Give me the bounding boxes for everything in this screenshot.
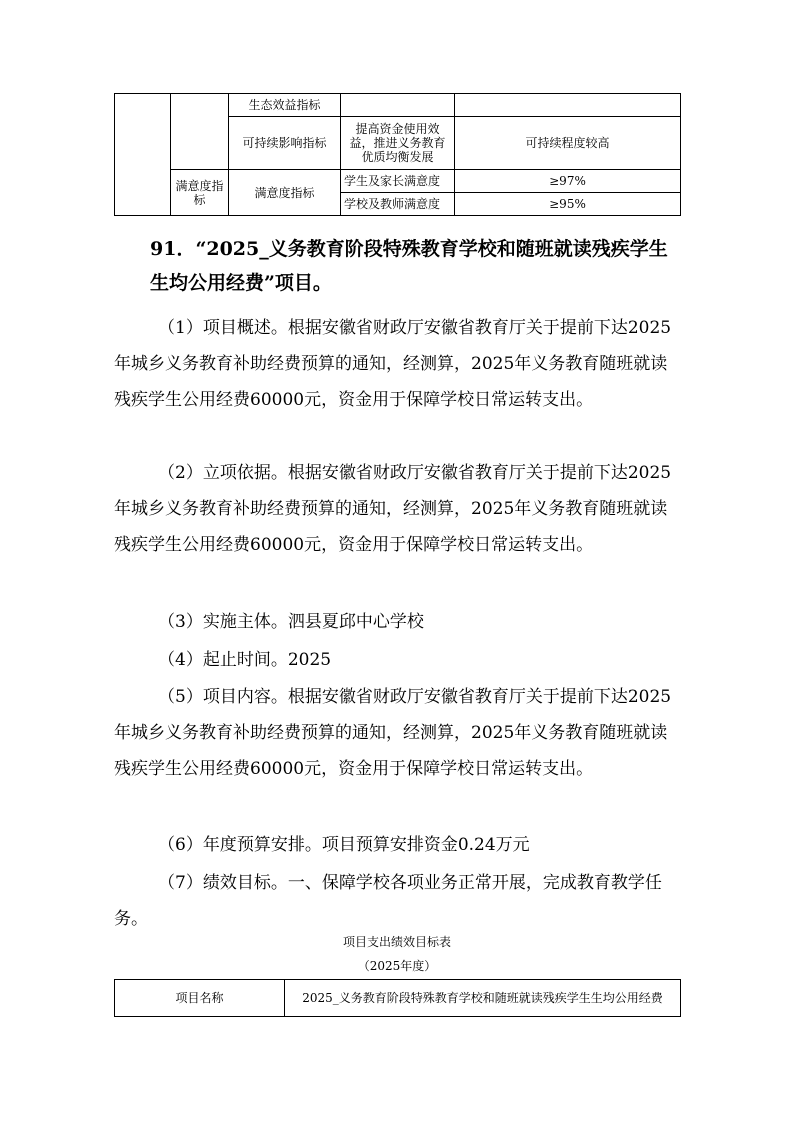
paragraph — [114, 865, 680, 937]
project-goal-table — [114, 979, 681, 1017]
table-cell: 生态效益指标 — [229, 94, 341, 117]
table-cell: 可持续影响指标 — [229, 117, 341, 170]
table-cell-empty — [115, 94, 171, 216]
paragraph-text: （1）项目概述。根据安徽省财政厅安徽省教育厅关于提前下达2025年城乡义务教育补助经费预算的通知，经测算，2025年义务教育随班就读残疾学生公用经费60000元，资金用于保障学校日常运转支出。 — [114, 318, 672, 410]
table-cell: 学生及家长满意度 — [341, 170, 455, 193]
paragraph — [114, 455, 680, 563]
table-cell: ≥95% — [455, 193, 681, 216]
paragraph-text: （3）实施主体。泗县夏邱中心学校 — [158, 612, 424, 632]
table-cell: 提高资金使用效益，推进义务教育优质均衡发展 — [341, 117, 455, 170]
paragraph — [114, 679, 680, 787]
performance-indicator-table — [114, 93, 681, 216]
paragraph-text: （2）立项依据。根据安徽省财政厅安徽省教育厅关于提前下达2025年城乡义务教育补助经费预算的通知，经测算，2025年义务教育随班就读残疾学生公用经费60000元，资金用于保障学校日常运转支出。 — [114, 463, 672, 555]
table-cell-empty — [171, 94, 229, 170]
paragraph — [114, 310, 680, 418]
table-cell: 可持续程度较高 — [455, 117, 681, 170]
paragraph — [114, 642, 680, 678]
paragraph — [114, 604, 680, 640]
table-cell: 满意度指标 — [171, 170, 229, 216]
project-name-label: 项目名称 — [115, 980, 285, 1017]
table-cell — [455, 94, 681, 117]
paragraph — [114, 827, 680, 863]
table-cell: ≥97% — [455, 170, 681, 193]
table-cell — [341, 94, 455, 117]
table-cell: 学校及教师满意度 — [341, 193, 455, 216]
paragraph-text: （5）项目内容。根据安徽省财政厅安徽省教育厅关于提前下达2025年城乡义务教育补助经费预算的通知，经测算，2025年义务教育随班就读残疾学生公用经费60000元，资金用于保障学校日常运转支出。 — [114, 687, 672, 779]
paragraph-text: （7）绩效目标。一、保障学校各项业务正常开展，完成教育教学任务。 — [114, 873, 662, 929]
section-heading: 91．“2025_义务教育阶段特殊教育学校和随班就读残疾学生生均公用经费”项目。 — [150, 238, 668, 294]
table-cell: 满意度指标 — [229, 170, 341, 216]
paragraph-text: （4）起止时间。2025 — [158, 650, 332, 670]
project-name-value: 2025_义务教育阶段特殊教育学校和随班就读残疾学生生均公用经费 — [285, 980, 681, 1017]
paragraph-text: （6）年度预算安排。项目预算安排资金0.24万元 — [158, 835, 530, 855]
table-caption-year: （2025年度） — [357, 959, 437, 973]
table-caption-title: 项目支出绩效目标表 — [342, 935, 451, 949]
